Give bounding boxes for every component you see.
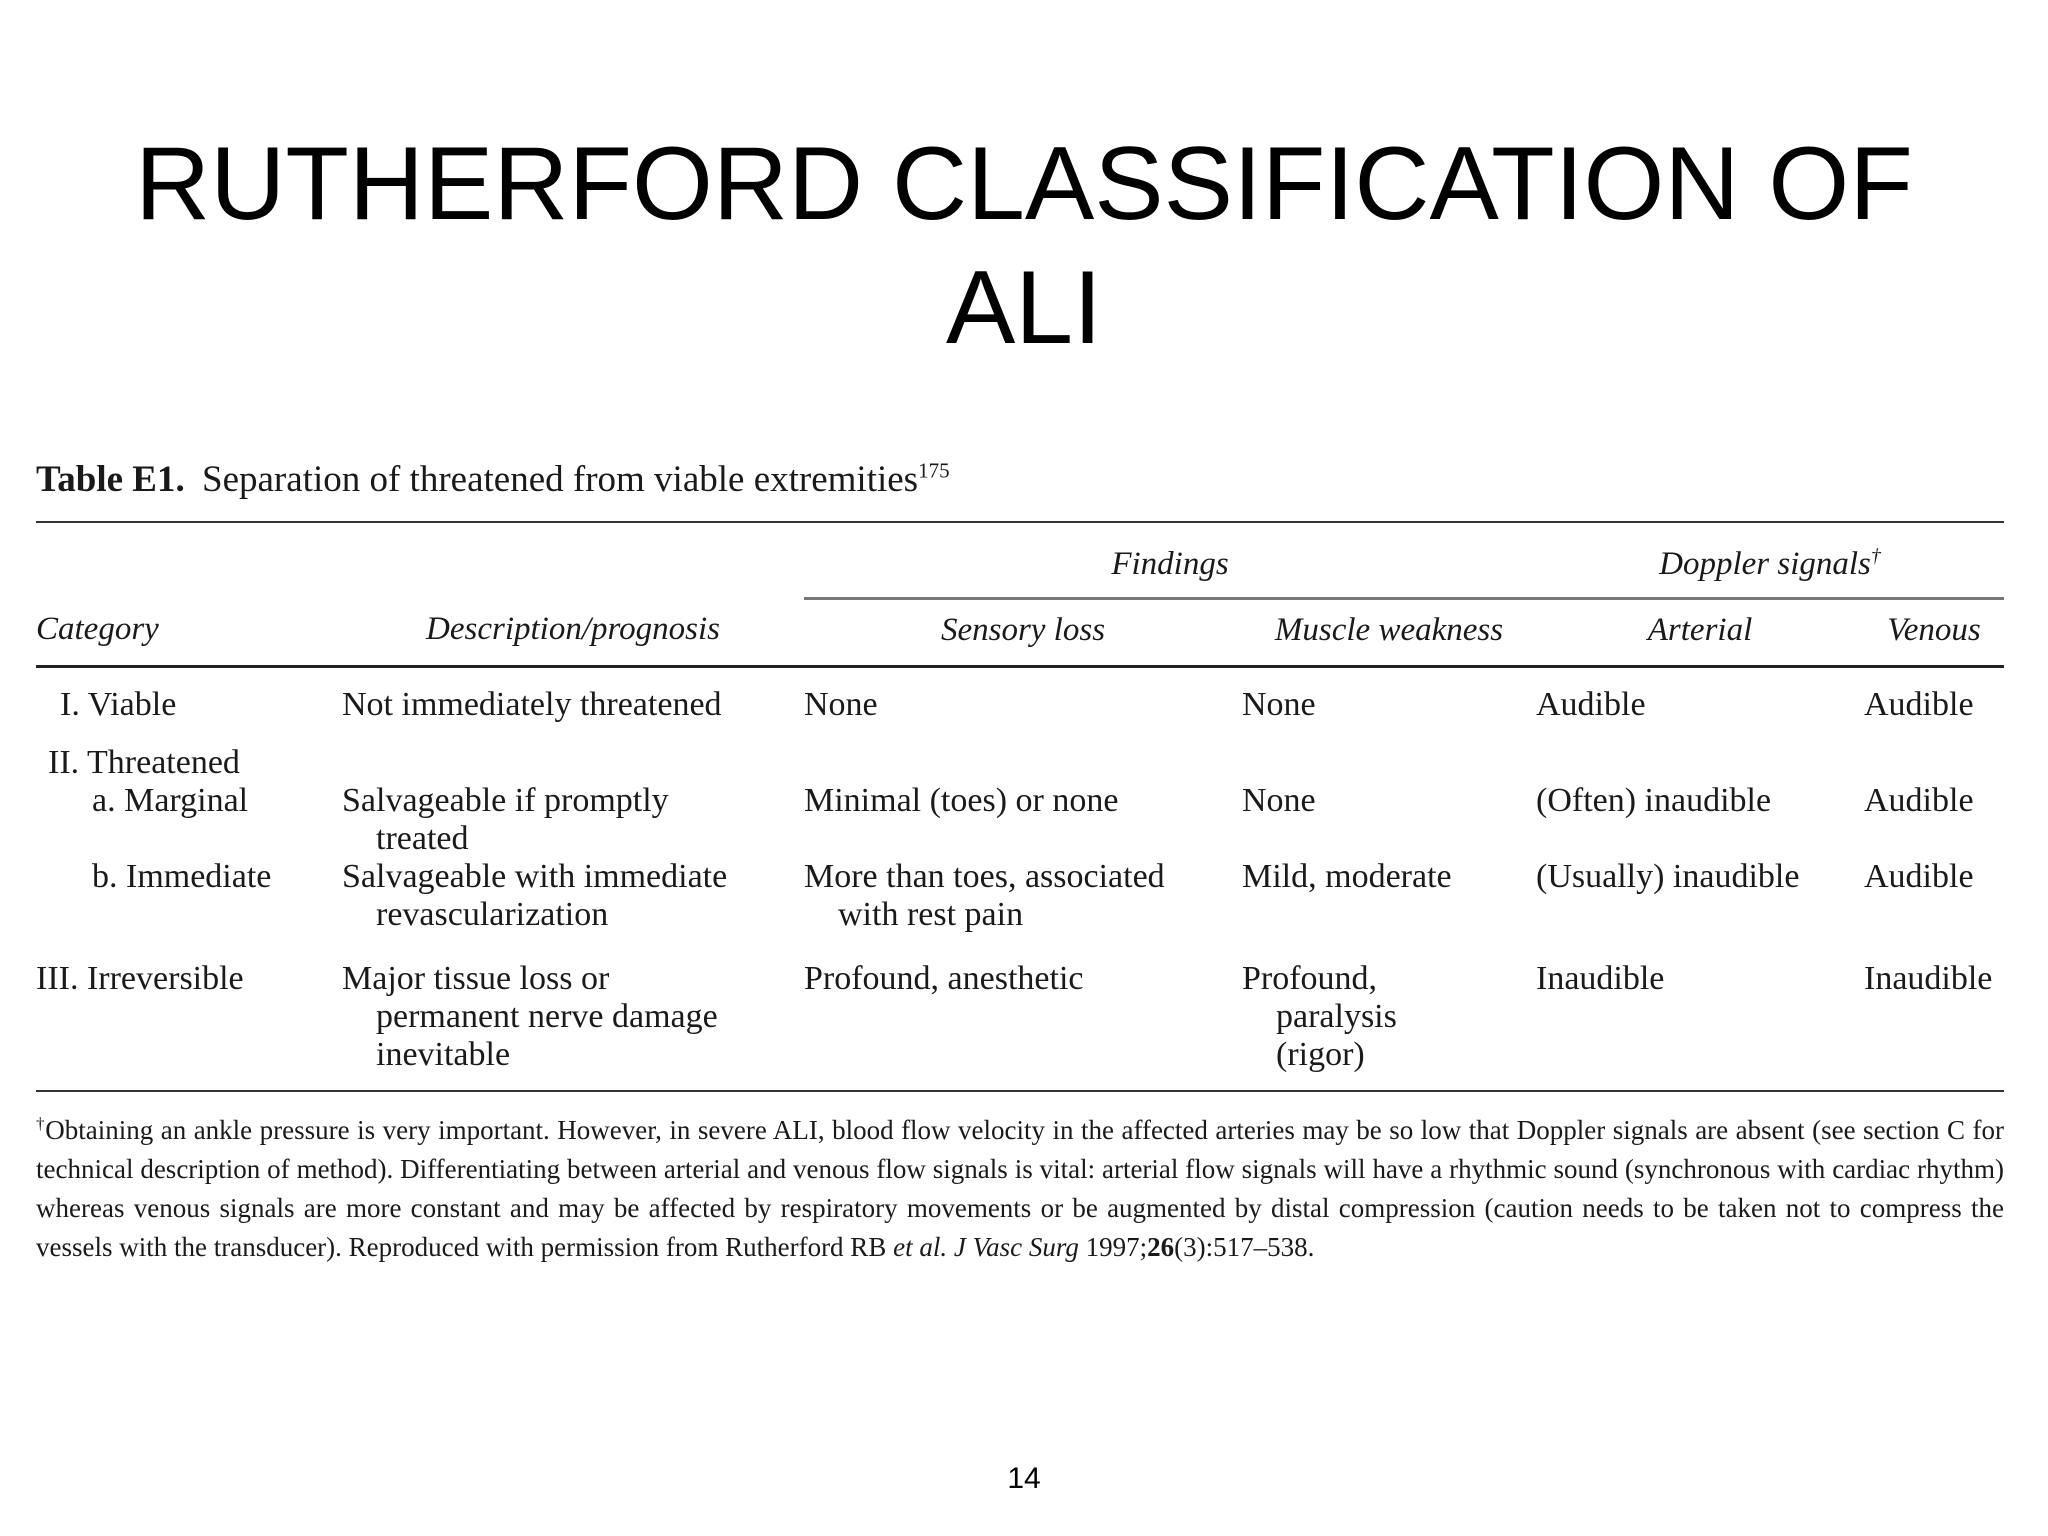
- footnote-journal: J Vasc Surg: [953, 1232, 1079, 1262]
- description-line: inevitable: [376, 1036, 511, 1073]
- table-bottom-rule: [36, 1090, 2004, 1092]
- column-header-description: Description/prognosis: [426, 611, 720, 648]
- footnote-pages: (3):517–538.: [1174, 1232, 1315, 1262]
- table-column-header-row: [36, 599, 2004, 666]
- footnote-volume: 26: [1147, 1232, 1175, 1262]
- sensory-line: with rest pain: [838, 896, 1024, 933]
- cell-arterial: Inaudible: [1536, 960, 1665, 997]
- cell-venous: Audible: [1864, 858, 1974, 895]
- muscle-line: paralysis: [1276, 998, 1397, 1035]
- slide-title-line-1: RUTHERFORD CLASSIFICATION OF: [135, 126, 1913, 242]
- column-header-venous: Venous: [1887, 612, 1981, 648]
- doppler-footnote-mark: †: [1870, 545, 1881, 567]
- column-header-category: Category: [36, 611, 159, 648]
- muscle-line: (rigor): [1276, 1036, 1365, 1073]
- column-header-arterial: Arterial: [1647, 612, 1753, 648]
- cell-description: Not immediately threatened: [342, 686, 722, 723]
- cell-muscle-weakness: None: [1242, 782, 1316, 819]
- description-line: treated: [376, 820, 469, 857]
- cell-category: b. Immediate: [92, 858, 272, 895]
- description-line: revascularization: [376, 896, 609, 933]
- group-header-findings: Findings: [804, 523, 1536, 599]
- footnote-year: 1997;: [1085, 1232, 1148, 1262]
- table-row-viable: [36, 668, 2004, 724]
- cell-muscle-weakness: None: [1242, 686, 1316, 723]
- cell-venous: Inaudible: [1864, 960, 1993, 997]
- table-row-threatened: [36, 724, 2004, 782]
- footnote-etal: et al.: [893, 1232, 948, 1262]
- table-row-marginal: [36, 782, 2004, 858]
- cell-sensory-loss: [804, 858, 1242, 934]
- column-header-sensory-loss: Sensory loss: [940, 612, 1106, 648]
- table-footnote: [36, 1104, 2004, 1267]
- cell-category: II. Threatened: [48, 744, 240, 781]
- cell-category: III. Irreversible: [36, 960, 244, 997]
- cell-arterial: (Often) inaudible: [1536, 782, 1772, 819]
- classification-table-figure: [36, 458, 2004, 1267]
- cell-category: I. Viable: [60, 686, 177, 723]
- table-caption: [36, 458, 2004, 501]
- cell-arterial: (Usually) inaudible: [1536, 858, 1800, 895]
- cell-description: [342, 858, 804, 934]
- cell-sensory-loss: None: [804, 686, 878, 723]
- table-row-immediate: [36, 858, 2004, 934]
- description-line: Salvageable with immediate: [342, 858, 728, 895]
- cell-venous: Audible: [1864, 782, 1974, 819]
- slide-title: [0, 122, 2048, 370]
- cell-description: [342, 934, 804, 1074]
- cell-venous: Audible: [1864, 686, 1974, 723]
- table-caption-text: Separation of threatened from viable extremities: [202, 459, 919, 500]
- classification-table: [36, 523, 2004, 1074]
- footnote-mark: †: [36, 1114, 46, 1133]
- description-line: permanent nerve damage: [376, 998, 718, 1035]
- group-header-doppler: Doppler signals†: [1536, 523, 2004, 599]
- description-line: Major tissue loss or: [342, 960, 610, 997]
- page-number: 14: [1007, 1462, 1041, 1495]
- cell-description: [342, 782, 804, 858]
- cell-muscle-weakness: Mild, moderate: [1242, 858, 1452, 895]
- cell-muscle-weakness: [1242, 934, 1536, 1074]
- footnote-text: Obtaining an ankle pressure is very important. However, in severe ALI, blood flow velocity in the affected arteries may be so low that Doppler signals are absent (see section C for technical description of method). Differentiating between arterial and venous flow signals is vital: arterial flow signals will have a rhythmic sound (synchronous with cardiac rhythm) whereas venous signals are more constant and may be affected by respiratory movements or be augmented by distal compression (caution needs to be taken not to compress the vessels with the transducer). Reproduced with permission from Rutherford RB: [36, 1115, 2005, 1262]
- table-group-header-row: [36, 523, 2004, 599]
- description-line: Salvageable if promptly: [342, 782, 669, 819]
- cell-sensory-loss: Minimal (toes) or none: [804, 782, 1119, 819]
- cell-category: a. Marginal: [92, 782, 249, 819]
- sensory-line: More than toes, associated: [804, 858, 1165, 895]
- column-header-muscle-weakness: Muscle weakness: [1274, 612, 1504, 648]
- cell-sensory-loss: Profound, anesthetic: [804, 960, 1084, 997]
- muscle-line: Profound,: [1242, 960, 1378, 997]
- table-caption-ref: 175: [918, 458, 950, 483]
- table-row-irreversible: [36, 934, 2004, 1074]
- table-label: Table E1.: [36, 459, 185, 500]
- slide-title-line-2: ALI: [945, 250, 1103, 366]
- cell-arterial: Audible: [1536, 686, 1646, 723]
